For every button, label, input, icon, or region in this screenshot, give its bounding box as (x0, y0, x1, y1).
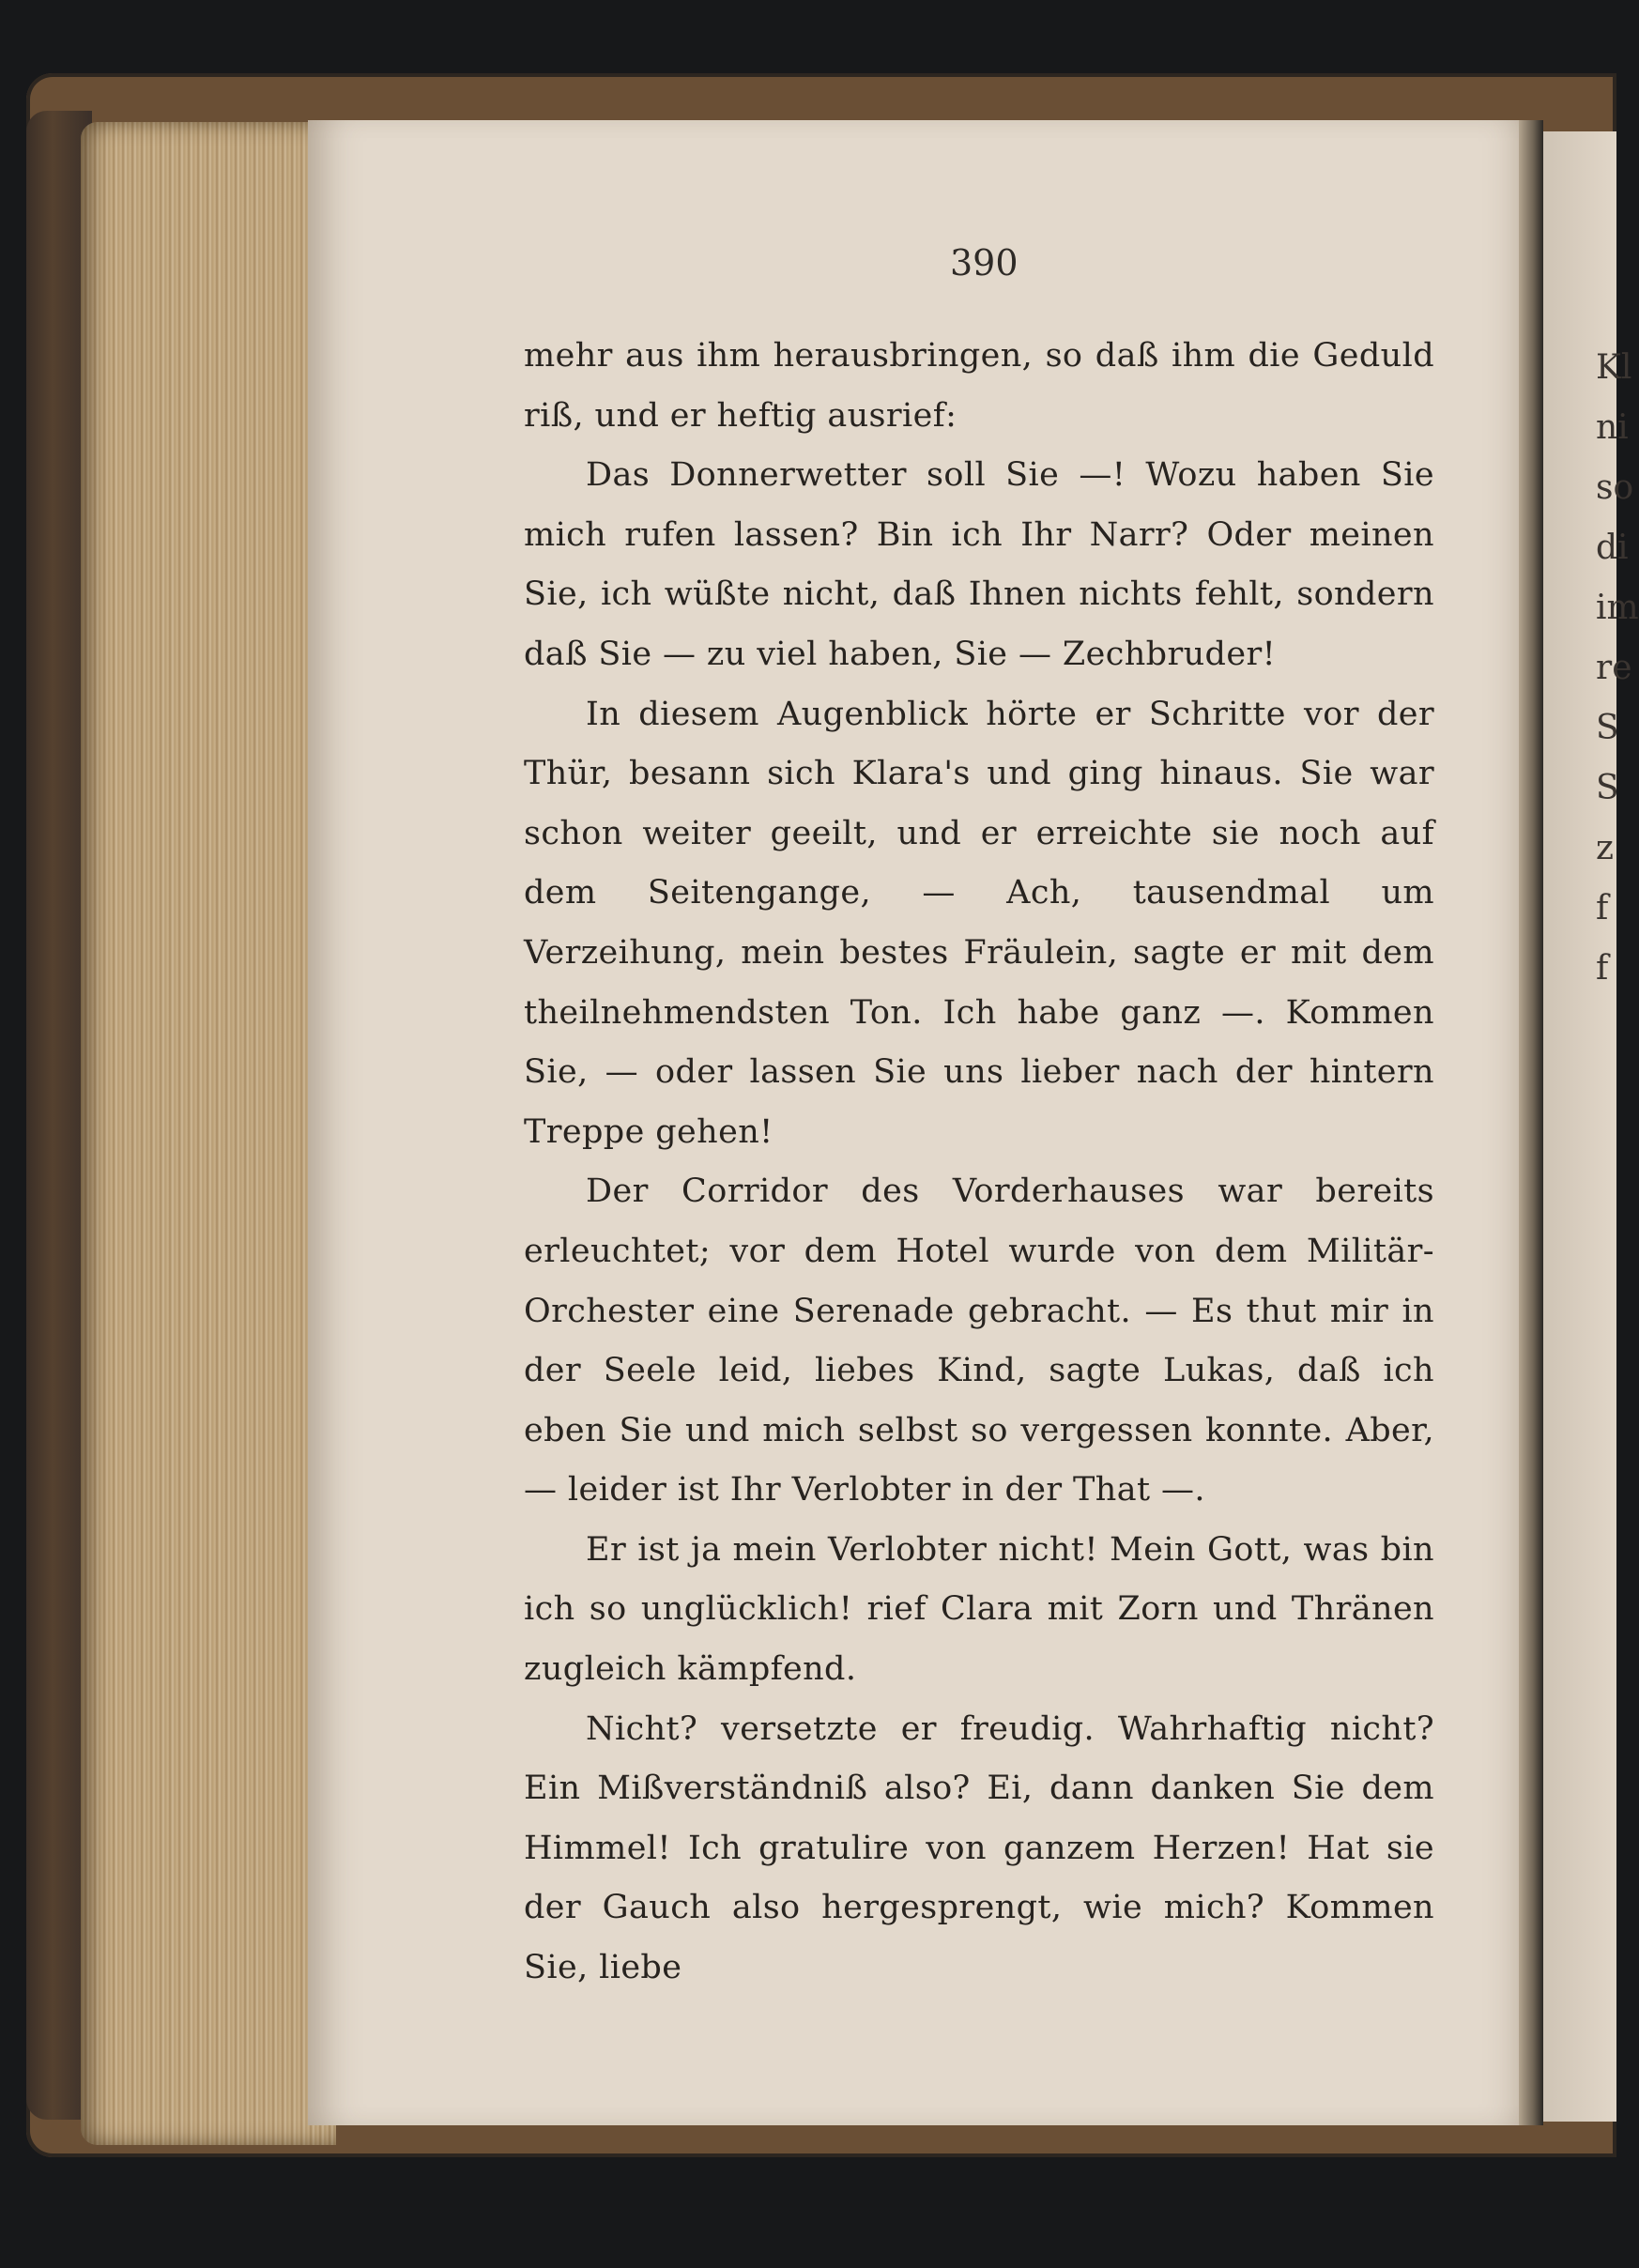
next-page-fragment-line: di (1596, 529, 1629, 567)
next-page-fragment-line: f (1596, 889, 1609, 927)
next-page-fragment-line: S (1596, 709, 1619, 747)
paragraph: Das Donnerwetter soll Sie —! Wozu haben Sie mich rufen lassen? Bin ich Ihr Narr? Oder meinen Sie, ich wüßte nicht, daß Ihnen nichts fehlt, sondern daß Sie — zu viel haben, Sie — Zechbruder! (524, 456, 1434, 673)
next-page-fragment (1596, 338, 1639, 999)
paragraph: Nicht? versetzte er freudig. Wahrhaftig nicht? Ein Mißverständniß also? Ei, dann danken Sie dem Himmel! Ich gratulire von ganzem Herzen! Hat sie der Gauch also hergesprengt, wie mich? Kommen Sie, liebe (524, 1709, 1434, 1987)
paragraph: Er ist ja mein Verlobter nicht! Mein Gott, was bin ich so unglücklich! rief Clara mit Zorn und Thränen zugleich kämpfend. (524, 1530, 1434, 1689)
next-page-fragment-line: f (1596, 949, 1609, 988)
next-page-fragment-line: S (1596, 769, 1619, 807)
paragraph: mehr aus ihm herausbringen, so daß ihm die Geduld riß, und er heftig ausrief: (524, 337, 1434, 435)
next-page-fragment-line: z (1596, 829, 1614, 867)
book-gutter (1519, 120, 1543, 2125)
next-page-fragment-line: so (1596, 468, 1634, 507)
next-page-fragment-line: im (1596, 589, 1639, 627)
next-page-fragment-line: Kl (1596, 348, 1632, 387)
paragraph: Der Corridor des Vorderhauses war bereits erleuchtet; vor dem Hotel wurde von dem Militär-Orchester eine Serenade gebracht. — Es thut mir in der Seele leid, liebes Kind, sagte Lukas, daß ich eben Sie und mich selbst so vergessen konnte. Aber, — leider ist Ihr Verlobter in der That —. (524, 1172, 1434, 1509)
page-number: 390 (950, 242, 1019, 284)
page-body (524, 327, 1434, 1999)
page-edges (81, 122, 336, 2145)
next-page-fragment-line: ni (1596, 408, 1629, 447)
paragraph: In diesem Augenblick hörte er Schritte vor der Thür, besann sich Klara's und ging hinaus. Sie war schon weiter geeilt, und er erreichte sie noch auf dem Seitengange, — Ach, tausendmal um Verzeihung, mein bestes Fräulein, sagte er mit dem theilnehmendsten Ton. Ich habe ganz —. Kommen Sie, — oder lassen Sie uns lieber nach der hintern Treppe gehen! (524, 695, 1434, 1151)
next-page-fragment-line: re (1596, 649, 1632, 687)
